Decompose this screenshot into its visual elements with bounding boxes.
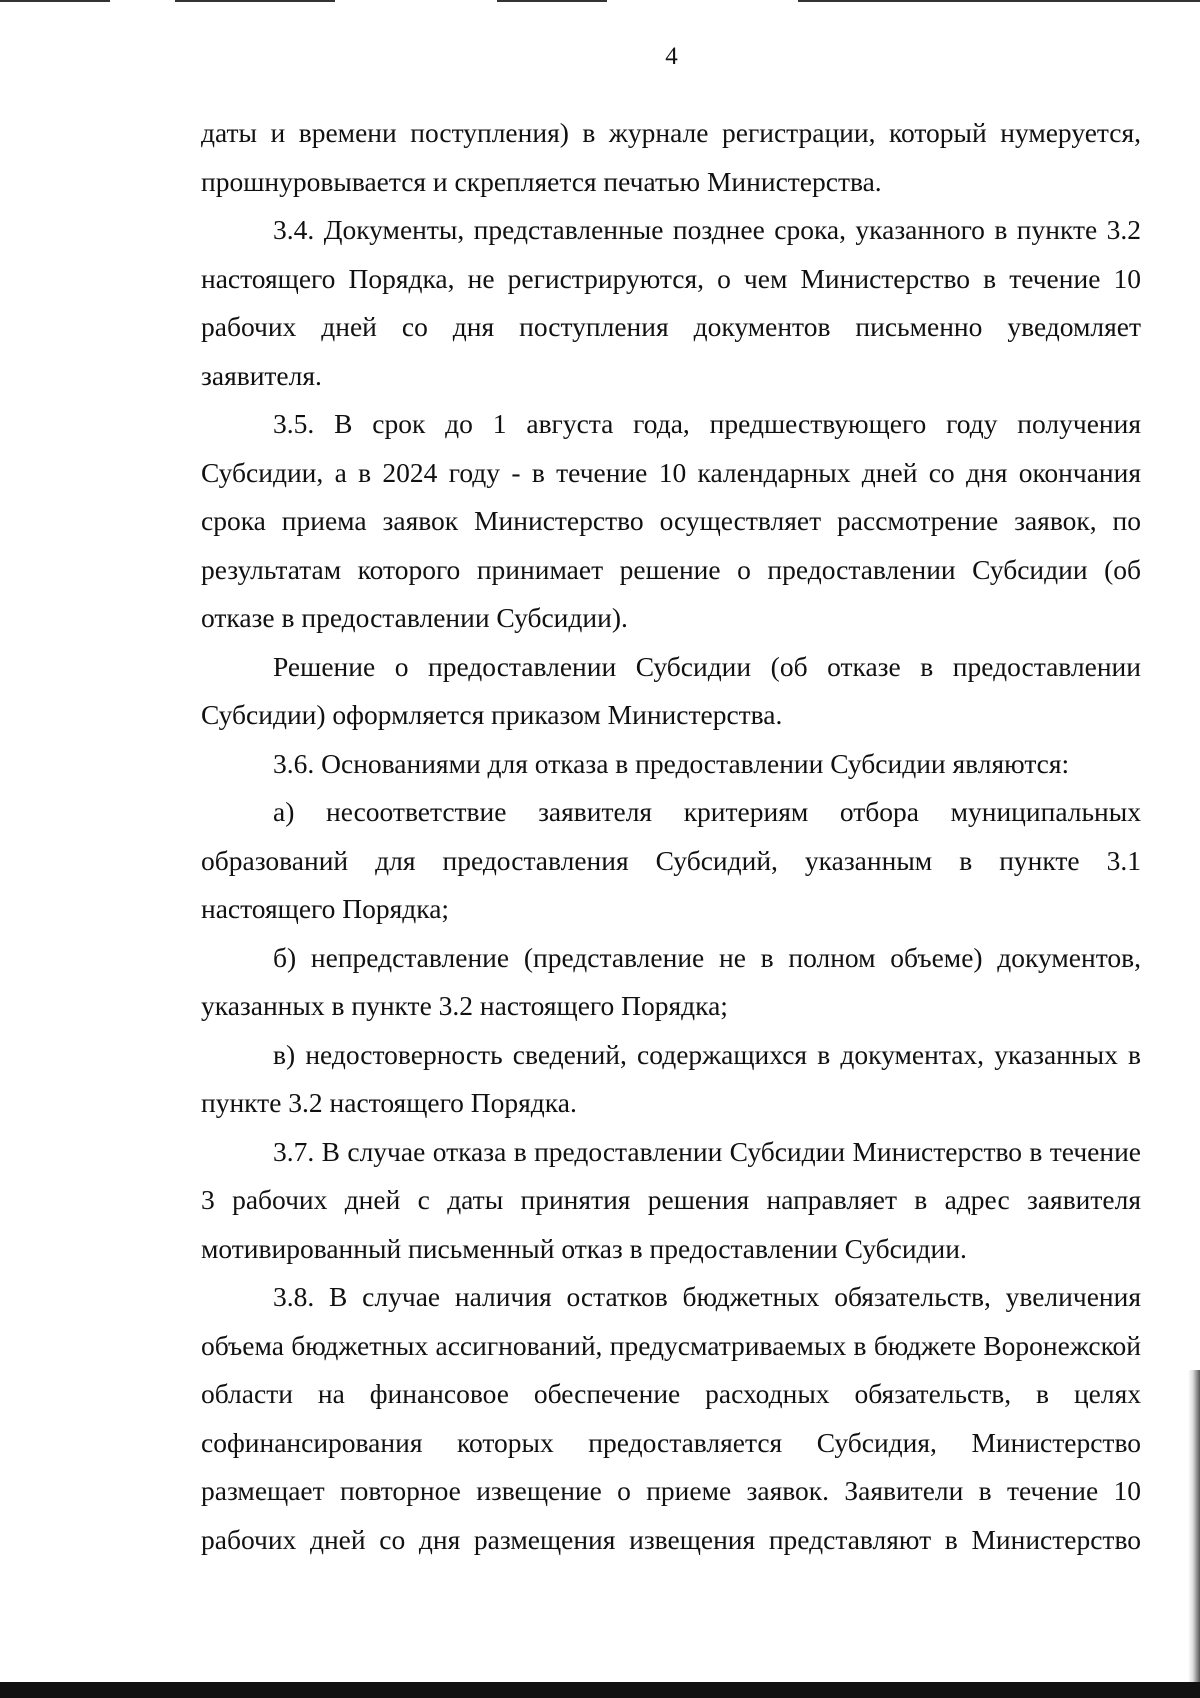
page-number: 4 [665,43,678,70]
document-body [201,109,1141,1564]
paragraph-registration-journal: даты и времени поступления) в журнале регистрации, который нумеруется, прошнуровывается и скрепляется печатью Министерства. [201,117,1141,197]
paragraph-3-8: 3.8. В случае наличия остатков бюджетных обязательств, увеличения объема бюджетных ассигнований, предусматриваемых в бюджете Воронежской области на финансовое обеспечение расходных обязательств, в целях софинансирования которых предоставляется Субсидия, Министерство размещает повторное извещение о приеме заявок. Заявители в течение 10 рабочих дней со дня размещения извещения представляют в Министерство [201,1281,1141,1555]
scan-right-shadow [1188,1370,1200,1698]
paragraph-3-6-b: б) непредставление (представление не в полном объеме) документов, указанных в пункте 3.2 настоящего Порядка; [201,941,1141,1021]
scan-bottom-edge [0,1682,1200,1698]
paragraph-3-6-v: в) недостоверность сведений, содержащихся в документах, указанных в пункте 3.2 настоящего Порядка. [201,1038,1141,1118]
paragraph-3-4: 3.4. Документы, представленные позднее срока, указанного в пункте 3.2 настоящего Порядка, не регистрируются, о чем Министерство в течение 10 рабочих дней со дня поступления документов письменно уведомляет заявителя. [201,214,1141,391]
paragraph-3-6: 3.6. Основаниями для отказа в предоставлении Субсидии являются: [273,747,1070,779]
paragraph-3-5: 3.5. В срок до 1 августа года, предшествующего году получения Субсидии, а в 2024 году - в течение 10 календарных дней со дня окончания срока приема заявок Министерство осуществляет рассмотрение заявок, по результатам которого принимает решение о предоставлении Субсидии (об отказе в предоставлении Субсидии). [201,408,1141,633]
scan-top-edge [0,0,1200,3]
paragraph-decision-order: Решение о предоставлении Субсидии (об отказе в предоставлении Субсидии) оформляется приказом Министерства. [201,650,1141,730]
paragraph-3-7: 3.7. В случае отказа в предоставлении Субсидии Министерство в течение 3 рабочих дней с даты принятия решения направляет в адрес заявителя мотивированный письменный отказ в предоставлении Субсидии. [201,1135,1141,1264]
paragraph-3-6-a: а) несоответствие заявителя критериям отбора муниципальных образований для предоставления Субсидий, указанным в пункте 3.1 настоящего Порядка; [201,796,1141,924]
